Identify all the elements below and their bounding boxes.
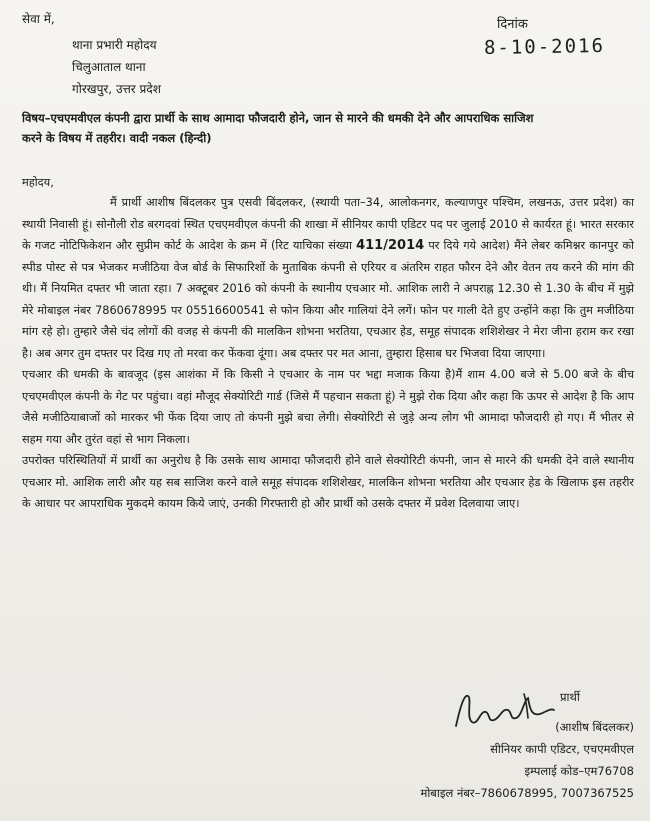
subject-line-1: विषय–एचएमवीएल कंपनी द्वारा प्रार्थी के साथ आमादा फौजदारी होने, जान से मारने की धमकी देने और आपराधिक साजिश: [22, 111, 534, 125]
recipient-line-1: थाना प्रभारी महोदय: [72, 38, 157, 52]
writ-petition-number: 411/2014: [356, 238, 425, 253]
salutation-to: सेवा में,: [22, 12, 55, 26]
greeting: महोदय,: [22, 176, 54, 189]
paragraph-3: उपरोक्त परिस्थितियों में प्रार्थी का अनुरोध है कि उसके साथ आमादा फौजदारी होने वाले सेक्योरिटी कंपनी, जान से मारने की धमकी देने वाले स्थानीय एचआर मो. आशिक लारी और यह सब साजिश करने वाले समूह संपादक शशिशेखर, मालकिन शोभना भरतिया और एचआर हेड के खिलाफ इस तहरीर के आधार पर आपराधिक मुकदमे कायम किये जाएं, उनकी गिरफ्तारी हो और प्रार्थी को उसके दफ्तर में प्रवेश दिलवाया जाए।: [22, 454, 634, 510]
paragraph-1-text-b: पर दिये गये आदेश) मैंने लेबर कमिश्नर कानपुर को स्पीड पोस्ट से पत्र भेजकर मजीठिया वेज बोर्ड के सिफारिशों के मुताबिक कंपनी से एरियर व अंतरिम राहत फौरन देने और वेतन तय करने की मांग की थी। मैं नियमित दफ्तर भी जाता रहा। 7 अक्टूबर 2016 को कंपनी के स्थानीय एचआर मो. आशिक लारी ने अपराह्न 12.30 से 1.30 के बीच में मुझे मेरे मोबाइल नंबर 7860678995 पर 05516600541 से फोन किया और गालियां देने लगें। फोन पर गाली देते हुए उन्होंने कहा कि तुम मजीठिया मांग रहे हो। तुम्हारे जैसे चंद लोगों की वजह से कंपनी की मालकिन शोभना भरतिया, एचआर हेड, समूह संपादक शशिशेखर ने मेरा जीना हराम कर रखा है। अब अगर तुम दफ्तर पर दिख गए तो मरवा कर फेंकवा दूंगा। अब दफ्तर पर मत आना, तुम्हारा हिसाब घर भिजवा दिया जाएगा।: [22, 239, 634, 360]
applicant-label: प्रार्थी: [560, 690, 580, 704]
applicant-name: (आशीष बिंदलकर): [555, 720, 634, 734]
subject-line-2: करने के विषय में तहरीर। वादी नकल (हिन्दी): [22, 131, 212, 145]
applicant-designation: सीनियर कापी एडिटर, एचएमवीएल: [490, 742, 634, 756]
recipient-line-2: चिलुआताल थाना: [72, 60, 146, 74]
paragraph-1-text-a: मैं प्रार्थी आशीष बिंदलकर पुत्र एसवी बिंदलकर, (स्थायी पता–34, आलोकनगर, कल्याणपुर पश्चिम, लखनऊ, उत्तर प्रदेश) का स्थायी निवासी हूं। सोनौली रोड बरगदवां स्थित एचएमवीएल कंपनी की शाखा में सीनियर कापी एडिटर पद पर जुलाई 2010 से कार्यरत हूं। भारत सरकार के गजट नोटिफिकेशन और सुप्रीम कोर्ट के आदेश के क्रम में (रिट याचिका संख्या: [22, 196, 634, 252]
paragraph-1: [22, 192, 634, 364]
date-label: दिनांक: [497, 17, 528, 32]
recipient-line-3: गोरखपुर, उत्तर प्रदेश: [72, 82, 161, 96]
paragraph-2: एचआर की धमकी के बावजूद (इस आशंका में कि किसी ने एचआर के नाम पर भद्दा मजाक किया है)मैं शाम 4.00 बजे से 5.00 बजे के बीच एचएमवीएल कंपनी के गेट पर पहुंचा। वहां मौजूद सेक्योरिटी गार्ड (जिसे मैं पहचान सकता हूं) ने मुझे रोक दिया और कहा कि ऊपर से आदेश है कि आप जैसे मजीठियाबाजों को मारकर भी फेंक दिया जाए तो कंपनी मुझे बचा लेगी। सेक्योरिटी से जुड़े अन्य लोग भी आमादा फौजदारी हो गए। मैं भीतर से सहम गया और तुरंत वहां से भाग निकला।: [22, 368, 634, 446]
date-handwritten: 8-10-2016: [483, 34, 606, 60]
mobile-numbers: मोबाइल नंबर–7860678995, 7007367525: [420, 786, 634, 800]
letter-body: [22, 192, 634, 515]
employee-code: इम्पलाई कोड–एम76708: [524, 764, 634, 778]
